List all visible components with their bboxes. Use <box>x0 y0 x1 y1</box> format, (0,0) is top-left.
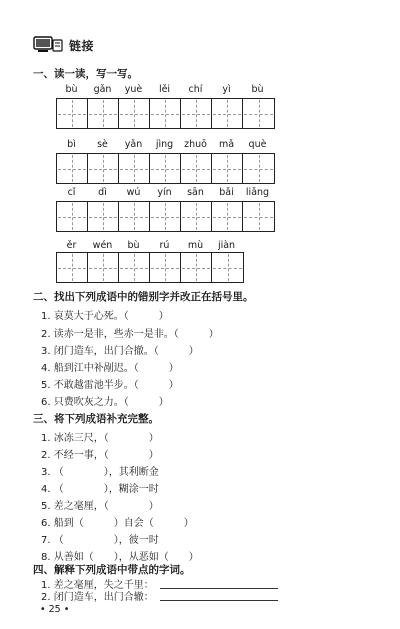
grid-cell[interactable] <box>181 253 212 282</box>
grid-cell[interactable] <box>57 154 88 183</box>
question-item: 8. 从善如（ ），从恶如（ ） <box>41 552 199 563</box>
pinyin: jiàn <box>217 240 236 251</box>
grid-cell[interactable] <box>243 202 274 231</box>
grid-cell[interactable] <box>119 253 150 282</box>
pinyin: lěi <box>158 84 171 95</box>
grid-cell[interactable] <box>150 99 181 128</box>
grid-cell[interactable] <box>212 253 243 282</box>
grid-cell[interactable] <box>57 202 88 231</box>
section-1-title: 一、读一读，写一写。 <box>33 68 138 80</box>
question-item: 5. 不敢越雷池半步。（ ） <box>41 380 179 391</box>
section-4-title: 四、解释下列成语中带点的字词。 <box>33 564 191 576</box>
pinyin: sè <box>97 139 108 150</box>
pinyin: ěr <box>66 240 77 251</box>
pinyin: liǎng <box>245 187 270 198</box>
grid-cell[interactable] <box>150 253 181 282</box>
writing-grid-4 <box>56 252 244 283</box>
section-header <box>33 33 94 57</box>
grid-cell[interactable] <box>57 99 88 128</box>
pinyin: bù <box>127 240 140 251</box>
grid-cell[interactable] <box>88 99 119 128</box>
writing-grid-3 <box>56 201 275 232</box>
grid-cell[interactable] <box>88 154 119 183</box>
question-item: 4. （ ），糊涂一时 <box>41 484 159 495</box>
grid-cell[interactable] <box>88 202 119 231</box>
pinyin: wén <box>92 240 113 251</box>
page-title: 链接 <box>69 38 95 53</box>
pinyin: cǐ <box>67 187 76 198</box>
pinyin: gǎn <box>93 84 112 95</box>
pinyin: jìng <box>155 139 174 150</box>
section-2-title: 二、找出下列成语中的错别字并改正在括号里。 <box>33 291 254 303</box>
pinyin-row-2 <box>56 139 276 153</box>
grid-cell[interactable] <box>119 154 150 183</box>
question-item: 3. （ ），其利断金 <box>41 467 159 478</box>
writing-grid-1 <box>56 98 275 129</box>
page-number: • 25 • <box>40 604 70 615</box>
grid-cell[interactable] <box>212 99 243 128</box>
answer-line[interactable] <box>160 600 278 601</box>
question-item: 4. 船到江中补剐迟。（ ） <box>41 363 179 374</box>
pinyin: yuè <box>124 84 143 95</box>
question-item: 1. 差之毫厘，失之千里： <box>41 580 154 591</box>
pinyin: bù <box>65 84 78 95</box>
grid-cell[interactable] <box>57 253 88 282</box>
pinyin: yì <box>222 84 231 95</box>
answer-line[interactable] <box>160 588 278 589</box>
grid-cell[interactable] <box>181 202 212 231</box>
pinyin: mǎ <box>218 139 235 150</box>
section-3-title: 三、将下列成语补充完整。 <box>33 413 159 425</box>
pinyin: dì <box>98 187 107 198</box>
pinyin: zhuō <box>184 139 207 150</box>
question-item: 6. 船到（ ）自会（ ） <box>41 518 194 529</box>
question-item: 2. 闭门造车，出门合辙： <box>41 592 154 603</box>
grid-cell[interactable] <box>243 99 274 128</box>
question-item: 2. 读赤一是非，些赤一是非。（ ） <box>41 329 219 340</box>
writing-grid-2 <box>56 153 275 184</box>
question-item: 1. 冰冻三尺，（ ） <box>41 433 159 444</box>
pinyin-row-3 <box>56 187 276 201</box>
grid-cell[interactable] <box>119 99 150 128</box>
pinyin: què <box>248 139 267 150</box>
grid-cell[interactable] <box>212 154 243 183</box>
pinyin-row-1 <box>56 84 276 98</box>
grid-cell[interactable] <box>119 202 150 231</box>
pinyin: mù <box>187 240 204 251</box>
grid-cell[interactable] <box>150 154 181 183</box>
question-item: 5. 差之毫厘，（ ） <box>41 501 159 512</box>
pinyin: sān <box>187 187 204 198</box>
question-item: 1. 哀莫大于心死。（ ） <box>41 311 169 322</box>
pinyin: yǎn <box>124 139 143 150</box>
pinyin: bù <box>251 84 264 95</box>
computer-icon <box>33 35 63 55</box>
grid-cell[interactable] <box>150 202 181 231</box>
pinyin: chí <box>188 84 203 95</box>
pinyin: yín <box>157 187 172 198</box>
grid-cell[interactable] <box>88 253 119 282</box>
grid-cell[interactable] <box>212 202 243 231</box>
question-item: 3. 闭门造车，出门合撤。（ ） <box>41 346 199 357</box>
grid-cell[interactable] <box>181 154 212 183</box>
pinyin: bǎi <box>219 187 234 198</box>
pinyin: rú <box>159 240 170 251</box>
question-item: 6. 只费吹灰之力。（ ） <box>41 397 169 408</box>
question-item: 7. （ ），彼一时 <box>41 535 159 546</box>
question-item: 2. 不经一事，（ ） <box>41 450 159 461</box>
pinyin: bì <box>67 139 76 150</box>
pinyin: wú <box>126 187 141 198</box>
grid-cell[interactable] <box>181 99 212 128</box>
grid-cell[interactable] <box>243 154 274 183</box>
